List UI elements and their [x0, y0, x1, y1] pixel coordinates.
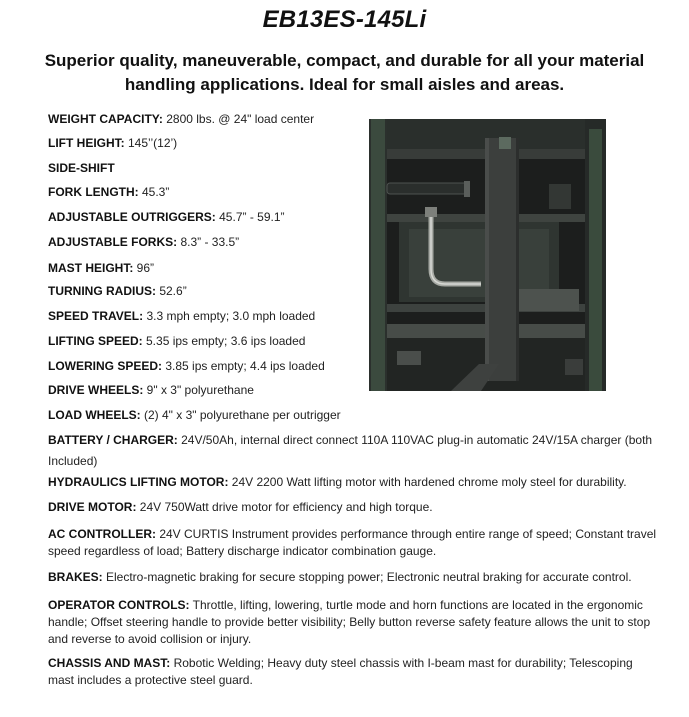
page-subtitle: Superior quality, maneuverable, compact, and durable for all your material handling applications. Ideal for small aisles and areas.: [44, 51, 645, 94]
spec-turning-radius: [48, 283, 187, 300]
spec-value: 145’’(12’): [124, 136, 178, 150]
spec-label: LIFT HEIGHT:: [48, 136, 125, 150]
spec-value: (2) 4" x 3" polyurethane per outrigger: [140, 408, 341, 422]
spec-label: CHASSIS AND MAST:: [48, 656, 171, 670]
spec-label: MAST HEIGHT:: [48, 261, 134, 275]
spec-label: FORK LENGTH:: [48, 185, 139, 199]
spec-label: LOWERING SPEED:: [48, 359, 163, 373]
spec-value: 9" x 3" polyurethane: [143, 383, 254, 397]
spec-drive-wheels: [48, 382, 254, 399]
spec-ac-controller: [48, 526, 660, 560]
spec-value: 3.85 ips empty; 4.4 ips loaded: [162, 359, 325, 373]
spec-value: 96”: [133, 261, 155, 275]
spec-value: 45.7” - 59.1”: [215, 210, 285, 224]
spec-value: Robotic Welding; Heavy duty steel chassis with I-beam mast for durability; Telescoping mast includes a protective steel guard.: [48, 656, 633, 687]
spec-brakes: [48, 569, 632, 586]
spec-value: 5.35 ips empty; 3.6 ips loaded: [142, 334, 306, 348]
spec-mast-height: [48, 260, 154, 277]
spec-value: 8.3” - 33.5”: [177, 235, 240, 249]
spec-label: AC CONTROLLER:: [48, 527, 156, 541]
spec-battery-charger: [48, 430, 660, 472]
spec-value: 52.6”: [156, 284, 187, 298]
spec-label: SPEED TRAVEL:: [48, 309, 144, 323]
spec-value: Electro-magnetic braking for secure stopping power; Electronic neutral braking for accurate control.: [102, 570, 632, 584]
spec-value: 2800 lbs. @ 24" load center: [162, 112, 315, 126]
spec-label: ADJUSTABLE OUTRIGGERS:: [48, 210, 216, 224]
spec-side-shift: [48, 160, 115, 177]
spec-label: DRIVE MOTOR:: [48, 500, 137, 514]
spec-label: SIDE-SHIFT: [48, 161, 115, 175]
spec-fork-length: [48, 184, 169, 201]
spec-lifting-speed: [48, 333, 305, 350]
spec-lift-height: [48, 135, 177, 152]
page-title: EB13ES-145Li: [262, 6, 427, 33]
spec-value: 24V 2200 Watt lifting motor with hardened chrome moly steel for durability.: [228, 475, 627, 489]
spec-value: 45.3”: [138, 185, 170, 199]
spec-chassis-and-mast: [48, 655, 660, 689]
spec-label: WEIGHT CAPACITY:: [48, 112, 163, 126]
forklift-mast-photo: [369, 119, 606, 391]
spec-lowering-speed: [48, 358, 325, 375]
spec-label: TURNING RADIUS:: [48, 284, 156, 298]
spec-drive-motor: [48, 499, 433, 516]
spec-label: ADJUSTABLE FORKS:: [48, 235, 178, 249]
spec-adjustable-outriggers: [48, 209, 285, 226]
spec-value: 24V 750Watt drive motor for efficiency and high torque.: [136, 500, 433, 514]
spec-label: HYDRAULICS LIFTING MOTOR:: [48, 475, 229, 489]
spec-label: DRIVE WHEELS:: [48, 383, 144, 397]
spec-label: OPERATOR CONTROLS:: [48, 598, 190, 612]
spec-load-wheels: [48, 407, 341, 424]
spec-value: 24V CURTIS Instrument provides performance through entire range of speed; Constant travel speed regardless of load; Battery discharge indicator combination gauge.: [48, 527, 657, 558]
spec-label: BRAKES:: [48, 570, 103, 584]
spec-operator-controls: [48, 597, 660, 648]
spec-speed-travel: [48, 308, 315, 325]
spec-label: BATTERY / CHARGER:: [48, 433, 178, 447]
spec-value: 3.3 mph empty; 3.0 mph loaded: [143, 309, 316, 323]
spec-label: LIFTING SPEED:: [48, 334, 143, 348]
spec-label: LOAD WHEELS:: [48, 408, 141, 422]
spec-adjustable-forks: [48, 234, 239, 251]
spec-weight-capacity: [48, 111, 314, 128]
spec-value: 24V/50Ah, internal direct connect 110A 110VAC plug-in automatic 24V/15A charger (both Included): [48, 433, 653, 468]
spec-value: Throttle, lifting, lowering, turtle mode and horn functions are located in the ergonomic handle; Offset steering handle to provide better visibility; Belly button reverse safety feature allows the unit to stop and reverse to avoid collision or injury.: [48, 598, 651, 646]
spec-hydraulics-lifting-motor: [48, 474, 627, 491]
